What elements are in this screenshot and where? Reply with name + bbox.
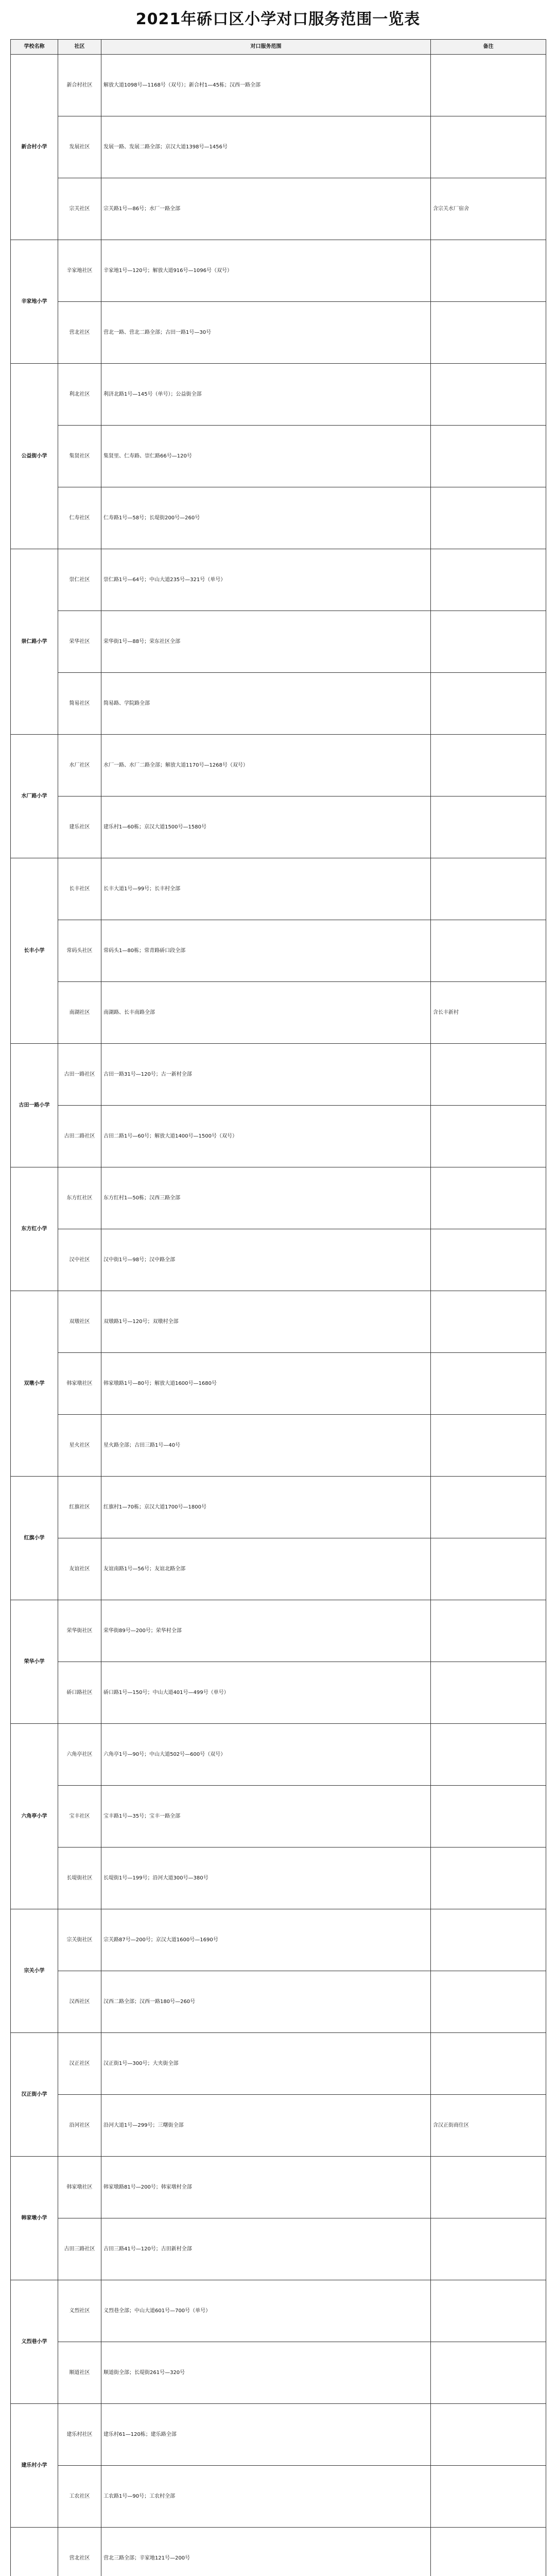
note-cell xyxy=(431,1477,546,1538)
community-cell: 荣华街社区 xyxy=(58,1600,101,1662)
table-row xyxy=(11,178,546,240)
scope-cell: 辛家地1号—120号；解放大道916号—1096号（双号） xyxy=(101,240,431,302)
page-title: 2021年硚口区小学对口服务范围一览表 xyxy=(135,10,421,28)
school-name-cell: 水厂路小学 xyxy=(11,735,58,858)
table-row xyxy=(11,611,546,673)
note-cell: 含长丰新村 xyxy=(431,982,546,1044)
community-cell: 韩家墩社区 xyxy=(58,2157,101,2218)
scope-cell: 双墩路1号—120号；双墩村全部 xyxy=(101,1291,431,1353)
community-cell: 星火社区 xyxy=(58,1415,101,1477)
note-cell xyxy=(431,1848,546,1909)
note-cell xyxy=(431,1600,546,1662)
community-cell: 汉西社区 xyxy=(58,1971,101,2033)
note-cell xyxy=(431,1538,546,1600)
school-name-cell: 义烈巷小学 xyxy=(11,2280,58,2404)
note-cell xyxy=(431,2342,546,2404)
table-row xyxy=(11,549,546,611)
scope-cell: 荣华街1号—88号；荣东社区全部 xyxy=(101,611,431,673)
school-name-cell: 六角亭小学 xyxy=(11,1724,58,1909)
community-cell: 长堤街社区 xyxy=(58,1848,101,1909)
table-row xyxy=(11,1724,546,1786)
note-cell xyxy=(431,1909,546,1971)
school-name-cell: 双墩小学 xyxy=(11,1291,58,1477)
community-cell: 工农社区 xyxy=(58,2466,101,2528)
table-row xyxy=(11,1044,546,1106)
community-cell: 红旗社区 xyxy=(58,1477,101,1538)
scope-cell: 沿河大道1号—299号；三曙街全部 xyxy=(101,2095,431,2157)
scope-cell: 星火路全部；古田三路1号—40号 xyxy=(101,1415,431,1477)
community-cell: 汉正社区 xyxy=(58,2033,101,2095)
community-cell: 六角亭社区 xyxy=(58,1724,101,1786)
note-cell xyxy=(431,796,546,858)
table-row xyxy=(11,673,546,735)
table-row xyxy=(11,487,546,549)
community-cell: 水厂社区 xyxy=(58,735,101,796)
scope-cell: 崇仁路1号—64号；中山大道235号—321号（单号） xyxy=(101,549,431,611)
table-row xyxy=(11,796,546,858)
scope-cell: 汉中街1号—98号；汉中路全部 xyxy=(101,1229,431,1291)
community-cell: 友谊社区 xyxy=(58,1538,101,1600)
community-cell: 发展社区 xyxy=(58,116,101,178)
note-cell xyxy=(431,1415,546,1477)
community-cell: 利北社区 xyxy=(58,364,101,426)
scope-cell: 古田二路1号—60号；解放大道1400号—1500号（双号） xyxy=(101,1106,431,1167)
school-name-cell: 红旗小学 xyxy=(11,1477,58,1600)
community-cell: 仁寿社区 xyxy=(58,487,101,549)
school-name-cell: 建乐村小学 xyxy=(11,2404,58,2528)
scope-cell: 韩家墩路1号—80号；解放大道1600号—1680号 xyxy=(101,1353,431,1415)
community-cell: 长丰社区 xyxy=(58,858,101,920)
community-cell: 汉中社区 xyxy=(58,1229,101,1291)
table-row xyxy=(11,2280,546,2342)
header-scope: 对口服务范围 xyxy=(101,40,431,55)
table-row xyxy=(11,920,546,982)
note-cell xyxy=(431,611,546,673)
table-row xyxy=(11,1909,546,1971)
school-name-cell: 长丰小学 xyxy=(11,858,58,1044)
community-cell: 宗关街社区 xyxy=(58,1909,101,1971)
community-cell: 常码头社区 xyxy=(58,920,101,982)
note-cell xyxy=(431,2218,546,2280)
scope-cell: 东方红村1—50栋；汉西三路全部 xyxy=(101,1167,431,1229)
table-row xyxy=(11,1353,546,1415)
table-row xyxy=(11,2404,546,2466)
community-cell: 顺道社区 xyxy=(58,2342,101,2404)
scope-cell: 古田三路41号—120号；古田新村全部 xyxy=(101,2218,431,2280)
table-row xyxy=(11,1786,546,1848)
community-cell: 古田一路社区 xyxy=(58,1044,101,1106)
scope-cell: 宝丰路1号—35号；宝丰一路全部 xyxy=(101,1786,431,1848)
note-cell xyxy=(431,1353,546,1415)
service-range-table-container xyxy=(10,39,546,2576)
scope-cell: 顺道街全部；长堤街261号—320号 xyxy=(101,2342,431,2404)
note-cell xyxy=(431,426,546,487)
scope-cell: 硚口路1号—150号；中山大道401号—499号（单号） xyxy=(101,1662,431,1724)
scope-cell: 工农路1号—90号；工农村全部 xyxy=(101,2466,431,2528)
community-cell: 崇仁社区 xyxy=(58,549,101,611)
school-name-cell xyxy=(11,2528,58,2576)
scope-cell: 宗关路1号—86号；水厂一路全部 xyxy=(101,178,431,240)
table-row xyxy=(11,1167,546,1229)
note-cell xyxy=(431,1662,546,1724)
table-row xyxy=(11,982,546,1044)
table-row xyxy=(11,2342,546,2404)
note-cell xyxy=(431,2466,546,2528)
scope-cell: 水厂一路、水厂二路全部；解放大道1170号—1268号（双号） xyxy=(101,735,431,796)
header-school: 学校名称 xyxy=(11,40,58,55)
note-cell xyxy=(431,2033,546,2095)
scope-cell: 红旗村1—70栋；京汉大道1700号—1800号 xyxy=(101,1477,431,1538)
note-cell xyxy=(431,1167,546,1229)
note-cell xyxy=(431,673,546,735)
note-cell xyxy=(431,1724,546,1786)
table-row xyxy=(11,426,546,487)
scope-cell: 利济北路1号—145号（单号）；公益街全部 xyxy=(101,364,431,426)
community-cell: 双墩社区 xyxy=(58,1291,101,1353)
scope-cell: 义烈巷全部；中山大道601号—700号（单号） xyxy=(101,2280,431,2342)
scope-cell: 简易路、学院路全部 xyxy=(101,673,431,735)
scope-cell: 发展一路、发展二路全部；京汉大道1398号—1456号 xyxy=(101,116,431,178)
note-cell xyxy=(431,1106,546,1167)
scope-cell: 韩家墩路81号—200号；韩家墩村全部 xyxy=(101,2157,431,2218)
community-cell: 荣华社区 xyxy=(58,611,101,673)
table-row xyxy=(11,2528,546,2576)
table-row xyxy=(11,1600,546,1662)
scope-cell: 集贤里、仁寿路、崇仁路66号—120号 xyxy=(101,426,431,487)
note-cell xyxy=(431,549,546,611)
community-cell: 宝丰社区 xyxy=(58,1786,101,1848)
header-community: 社区 xyxy=(58,40,101,55)
note-cell xyxy=(431,487,546,549)
community-cell: 古田三路社区 xyxy=(58,2218,101,2280)
scope-cell: 建乐村1—60栋；京汉大道1500号—1580号 xyxy=(101,796,431,858)
note-cell: 含汉正街商住区 xyxy=(431,2095,546,2157)
community-cell: 建乐村社区 xyxy=(58,2404,101,2466)
scope-cell: 荣华街89号—200号；荣华村全部 xyxy=(101,1600,431,1662)
scope-cell: 解放大道1098号—1168号（双号）；新合村1—45栋；汉西一路全部 xyxy=(101,55,431,116)
scope-cell: 古田一路31号—120号；古一新村全部 xyxy=(101,1044,431,1106)
scope-cell: 长堤街1号—199号；沿河大道300号—380号 xyxy=(101,1848,431,1909)
school-name-cell: 汉正街小学 xyxy=(11,2033,58,2157)
school-name-cell: 韩家墩小学 xyxy=(11,2157,58,2280)
table-row xyxy=(11,1477,546,1538)
header-note: 备注 xyxy=(431,40,546,55)
school-name-cell: 荣华小学 xyxy=(11,1600,58,1724)
community-cell: 韩家墩社区 xyxy=(58,1353,101,1415)
scope-cell: 建乐村61—120栋；建乐路全部 xyxy=(101,2404,431,2466)
note-cell xyxy=(431,2280,546,2342)
table-row xyxy=(11,858,546,920)
school-name-cell: 宗关小学 xyxy=(11,1909,58,2033)
table-body xyxy=(11,55,546,2576)
table-row xyxy=(11,1415,546,1477)
note-cell xyxy=(431,735,546,796)
community-cell: 集贤社区 xyxy=(58,426,101,487)
school-name-cell: 古田一路小学 xyxy=(11,1044,58,1167)
community-cell: 宗关社区 xyxy=(58,178,101,240)
table-row xyxy=(11,364,546,426)
table-row xyxy=(11,2466,546,2528)
scope-cell: 长丰大道1号—99号；长丰村全部 xyxy=(101,858,431,920)
table-row xyxy=(11,2218,546,2280)
scope-cell: 营北一路、营北二路全部；古田一路1号—30号 xyxy=(101,302,431,364)
school-name-cell: 东方红小学 xyxy=(11,1167,58,1291)
note-cell xyxy=(431,1044,546,1106)
table-row xyxy=(11,1971,546,2033)
school-name-cell: 崇仁路小学 xyxy=(11,549,58,735)
table-header xyxy=(11,40,546,55)
scope-cell: 汉西二路全部；汉西一路180号—260号 xyxy=(101,1971,431,2033)
table-row xyxy=(11,116,546,178)
community-cell: 古田二路社区 xyxy=(58,1106,101,1167)
note-cell xyxy=(431,55,546,116)
community-cell: 南湖社区 xyxy=(58,982,101,1044)
note-cell xyxy=(431,2404,546,2466)
service-range-table xyxy=(10,39,546,2576)
note-cell xyxy=(431,116,546,178)
scope-cell: 友谊南路1号—56号；友谊北路全部 xyxy=(101,1538,431,1600)
scope-cell: 汉正街1号—300号；大夹街全部 xyxy=(101,2033,431,2095)
table-row xyxy=(11,2095,546,2157)
community-cell: 义烈社区 xyxy=(58,2280,101,2342)
note-cell xyxy=(431,2157,546,2218)
table-row xyxy=(11,1848,546,1909)
school-name-cell: 辛家地小学 xyxy=(11,240,58,364)
note-cell xyxy=(431,1291,546,1353)
scope-cell: 常码头1—80栋；常青路硚口段全部 xyxy=(101,920,431,982)
note-cell xyxy=(431,1229,546,1291)
scope-cell: 六角亭1号—90号；中山大道502号—600号（双号） xyxy=(101,1724,431,1786)
note-cell xyxy=(431,302,546,364)
community-cell: 新合村社区 xyxy=(58,55,101,116)
community-cell: 营北社区 xyxy=(58,2528,101,2576)
community-cell: 简易社区 xyxy=(58,673,101,735)
community-cell: 东方红社区 xyxy=(58,1167,101,1229)
community-cell: 硚口路社区 xyxy=(58,1662,101,1724)
table-row xyxy=(11,302,546,364)
table-row xyxy=(11,1662,546,1724)
school-name-cell: 公益街小学 xyxy=(11,364,58,549)
table-row xyxy=(11,735,546,796)
header-row xyxy=(11,40,546,55)
note-cell xyxy=(431,1971,546,2033)
table-row xyxy=(11,1291,546,1353)
table-row xyxy=(11,2033,546,2095)
note-cell xyxy=(431,1786,546,1848)
community-cell: 辛家地社区 xyxy=(58,240,101,302)
table-row xyxy=(11,1229,546,1291)
note-cell: 含宗关水厂宿舍 xyxy=(431,178,546,240)
community-cell: 建乐社区 xyxy=(58,796,101,858)
community-cell: 沿河社区 xyxy=(58,2095,101,2157)
note-cell xyxy=(431,858,546,920)
community-cell: 营北社区 xyxy=(58,302,101,364)
scope-cell: 宗关路87号—200号；京汉大道1600号—1690号 xyxy=(101,1909,431,1971)
table-row xyxy=(11,1106,546,1167)
note-cell xyxy=(431,364,546,426)
school-name-cell: 新合村小学 xyxy=(11,55,58,240)
scope-cell: 南湖路、长丰南路全部 xyxy=(101,982,431,1044)
table-row xyxy=(11,240,546,302)
scope-cell: 仁寿路1号—58号；长堤街200号—260号 xyxy=(101,487,431,549)
scope-cell: 营北三路全部；辛家地121号—200号 xyxy=(101,2528,431,2576)
note-cell xyxy=(431,920,546,982)
table-row xyxy=(11,2157,546,2218)
note-cell xyxy=(431,2528,546,2576)
table-row xyxy=(11,1538,546,1600)
note-cell xyxy=(431,240,546,302)
table-row xyxy=(11,55,546,116)
